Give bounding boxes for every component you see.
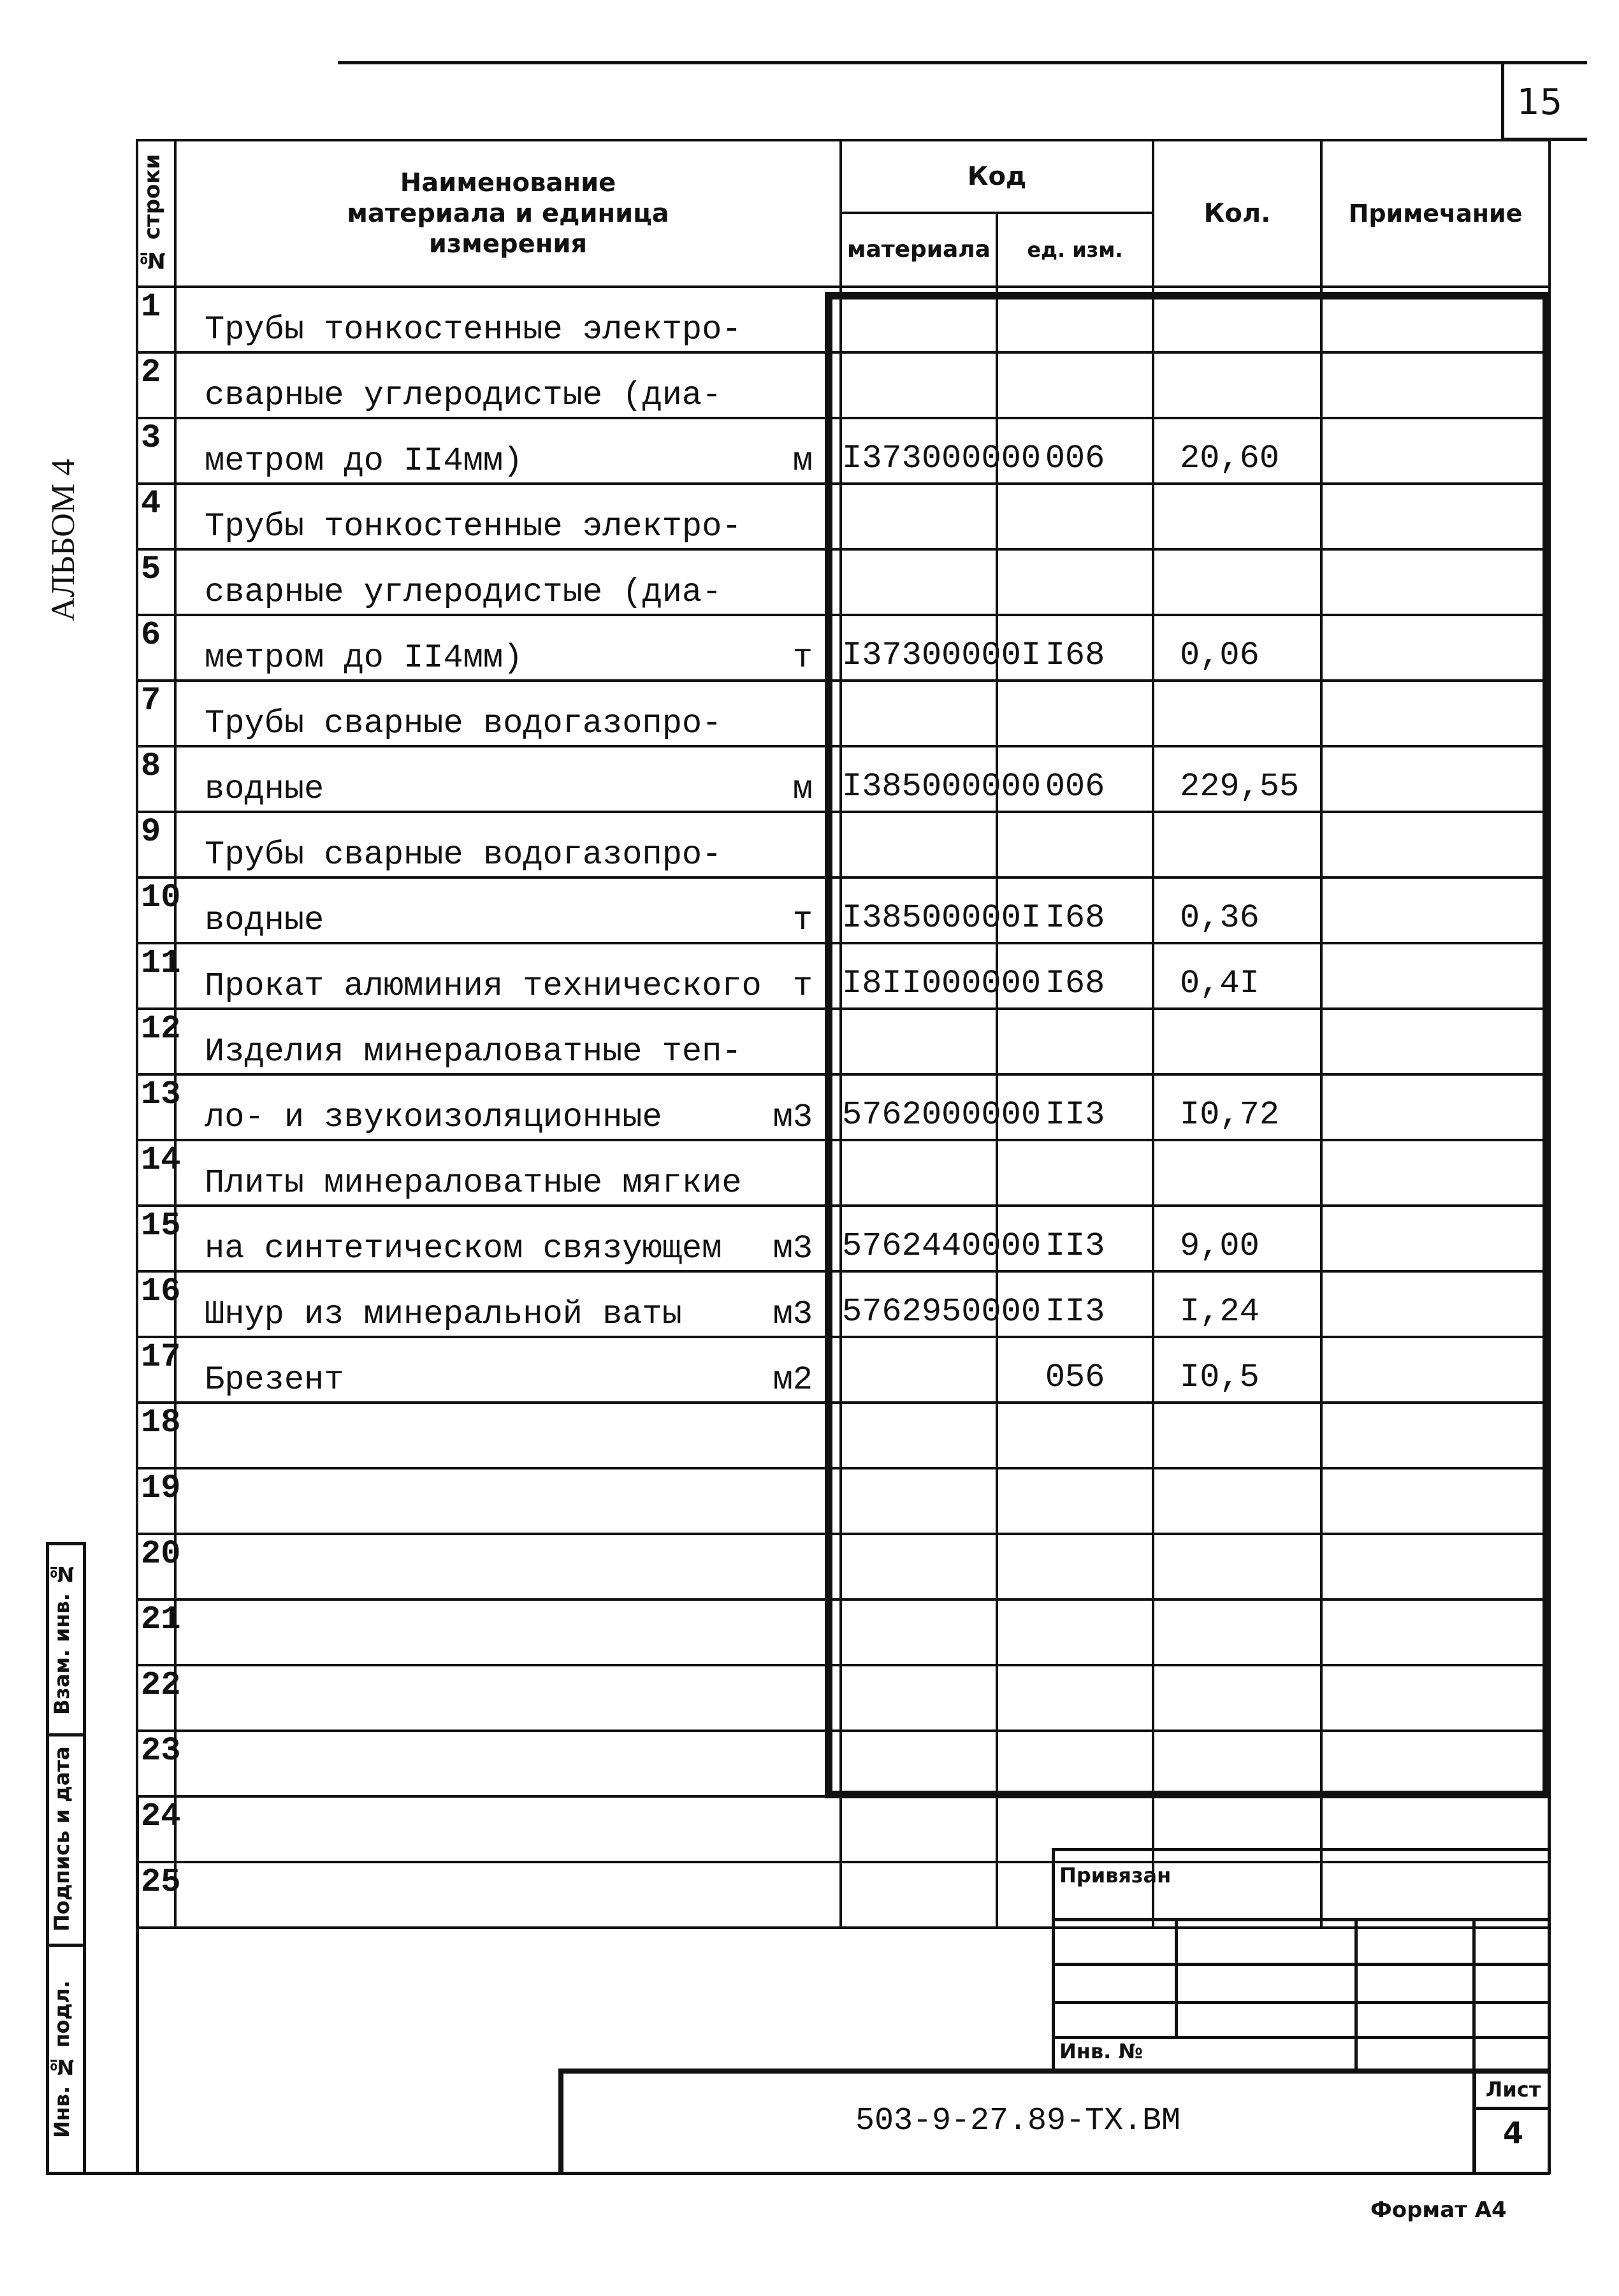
- unit-code: [997, 484, 1153, 549]
- material-name: Трубы тонкостенные электро-: [205, 508, 742, 545]
- unit-code: [997, 1140, 1153, 1206]
- row-number: 4: [137, 484, 175, 549]
- unit-name: м: [792, 442, 813, 480]
- unit-code: [997, 1403, 1153, 1468]
- row-number: 14: [137, 1140, 175, 1206]
- row-number: 21: [137, 1599, 175, 1665]
- material-name-cell: [175, 1337, 841, 1403]
- note: [1321, 1796, 1550, 1862]
- material-code: 5762000000: [841, 1074, 997, 1140]
- material-name-cell: [175, 1206, 841, 1271]
- unit-code: 006: [997, 746, 1153, 812]
- unit-code: 056: [997, 1337, 1153, 1403]
- material-name-cell: [175, 1665, 841, 1731]
- row-number: 2: [137, 352, 175, 418]
- material-code: [841, 1665, 997, 1731]
- material-name-cell: [175, 877, 841, 943]
- strip-label-inv-podl: Инв. № подл.: [50, 1980, 74, 2138]
- header-note: Примечание: [1321, 140, 1550, 287]
- row-number: 10: [137, 877, 175, 943]
- material-name-cell: [175, 1599, 841, 1665]
- table-row: [137, 418, 1550, 484]
- quantity: 0,4I: [1153, 943, 1321, 1009]
- unit-code: [997, 1731, 1153, 1796]
- header-material: материала: [841, 213, 997, 287]
- quantity: [1153, 1140, 1321, 1206]
- note: [1321, 418, 1550, 484]
- material-code: [841, 484, 997, 549]
- row-number: 6: [137, 615, 175, 681]
- strip-label-vzam-inv: Взам. инв. №: [50, 1561, 74, 1715]
- row-number: 15: [137, 1206, 175, 1271]
- note: [1321, 1468, 1550, 1534]
- material-name-cell: [175, 1403, 841, 1468]
- note: [1321, 746, 1550, 812]
- material-name-cell: [175, 1534, 841, 1599]
- material-name-cell: [175, 943, 841, 1009]
- quantity: [1153, 549, 1321, 615]
- row-number: 23: [137, 1731, 175, 1796]
- quantity: [1153, 287, 1321, 352]
- material-name: Трубы сварные водогазопро-: [205, 836, 722, 874]
- row-number: 1: [137, 287, 175, 352]
- row-number: 7: [137, 681, 175, 746]
- material-name: Изделия минераловатные теп-: [205, 1033, 742, 1071]
- material-name-cell: [175, 1074, 841, 1140]
- note: [1321, 1731, 1550, 1796]
- material-name: Прокат алюминия технического: [205, 967, 762, 1005]
- row-number: 24: [137, 1796, 175, 1862]
- table-row: [137, 681, 1550, 746]
- header-code: Код: [841, 140, 1153, 213]
- unit-code: II3: [997, 1074, 1153, 1140]
- material-name: сварные углеродистые (диа-: [205, 574, 722, 611]
- table-row: [137, 549, 1550, 615]
- material-code: [841, 681, 997, 746]
- top-border-line: [338, 61, 1587, 64]
- material-name-cell: [175, 1731, 841, 1796]
- material-code: [841, 1140, 997, 1206]
- row-number: 22: [137, 1665, 175, 1731]
- material-code: 5762950000: [841, 1271, 997, 1337]
- title-block-top: [1052, 1848, 1549, 1851]
- note: [1321, 352, 1550, 418]
- sheet-number: 4: [1502, 2116, 1523, 2150]
- corner-sheet-number: 15: [1517, 82, 1563, 123]
- material-name-cell: [175, 615, 841, 681]
- unit-code: [997, 352, 1153, 418]
- note: [1321, 1599, 1550, 1665]
- quantity: 9,00: [1153, 1206, 1321, 1271]
- material-code: [841, 1534, 997, 1599]
- table-row: [137, 352, 1550, 418]
- row-number: 18: [137, 1403, 175, 1468]
- note: [1321, 1271, 1550, 1337]
- row-number: 8: [137, 746, 175, 812]
- table-row: [137, 1074, 1550, 1140]
- album-label: АЛЬБОМ 4: [45, 459, 82, 621]
- quantity: [1153, 1403, 1321, 1468]
- unit-code: I68: [997, 943, 1153, 1009]
- quantity: [1153, 812, 1321, 877]
- note: [1321, 549, 1550, 615]
- strip-divider-2: [46, 1944, 85, 1947]
- material-name-cell: [175, 549, 841, 615]
- material-code: [841, 1009, 997, 1074]
- header-qty: Кол.: [1153, 140, 1321, 287]
- unit-code: [997, 1009, 1153, 1074]
- material-code: [841, 549, 997, 615]
- title-block-col-2: [1354, 1918, 1358, 2071]
- quantity: I0,5: [1153, 1337, 1321, 1403]
- row-number: 17: [137, 1337, 175, 1403]
- strip-right-line: [136, 1797, 139, 2174]
- material-name-cell: [175, 1862, 841, 1928]
- note: [1321, 1074, 1550, 1140]
- material-name: метром до II4мм): [205, 639, 523, 677]
- row-number: 11: [137, 943, 175, 1009]
- note: [1321, 943, 1550, 1009]
- unit-code: [997, 549, 1153, 615]
- row-number: 5: [137, 549, 175, 615]
- header-unit: ед. изм.: [997, 213, 1153, 287]
- note: [1321, 615, 1550, 681]
- material-code: [841, 1468, 997, 1534]
- title-block-col-1: [1175, 1918, 1178, 2036]
- note: [1321, 484, 1550, 549]
- row-number: 12: [137, 1009, 175, 1074]
- material-name-cell: [175, 484, 841, 549]
- note: [1321, 287, 1550, 352]
- quantity: [1153, 1796, 1321, 1862]
- table-row: [137, 1206, 1550, 1271]
- quantity: 0,06: [1153, 615, 1321, 681]
- privyazan-label: Привязан: [1059, 1863, 1172, 1888]
- row-number: 9: [137, 812, 175, 877]
- material-code: I8II000000: [841, 943, 997, 1009]
- unit-code: [997, 287, 1153, 352]
- material-name: сварные углеродистые (диа-: [205, 377, 722, 414]
- row-number: 19: [137, 1468, 175, 1534]
- header-name: Наименование материала и единица измерения: [175, 140, 841, 287]
- unit-name: м: [792, 770, 813, 808]
- unit-code: [997, 1534, 1153, 1599]
- header-row-number: № строки: [137, 140, 175, 287]
- material-code: [841, 1862, 997, 1928]
- material-name: ло- и звукоизоляционные: [205, 1099, 662, 1136]
- designation-left: [558, 2069, 563, 2174]
- material-code: I38500000I: [841, 877, 997, 943]
- material-code: [841, 1403, 997, 1468]
- unit-code: [997, 1665, 1153, 1731]
- table-row: [137, 812, 1550, 877]
- material-name-cell: [175, 1009, 841, 1074]
- material-name-cell: [175, 352, 841, 418]
- unit-code: I68: [997, 615, 1153, 681]
- document-designation: 503-9-27.89-ТХ.ВМ: [855, 2103, 1181, 2139]
- designation-top: [561, 2069, 1551, 2074]
- material-name: Плиты минераловатные мягкие: [205, 1164, 742, 1202]
- material-name-cell: [175, 1271, 841, 1337]
- material-code: [841, 1337, 997, 1403]
- table-row: [137, 1796, 1550, 1862]
- materials-table: [136, 139, 1551, 1929]
- table-header-row-1: [137, 140, 1550, 213]
- row-number: 3: [137, 418, 175, 484]
- quantity: [1153, 1468, 1321, 1534]
- material-code: [841, 1796, 997, 1862]
- material-code: [841, 1599, 997, 1665]
- quantity: 229,55: [1153, 746, 1321, 812]
- table-row: [137, 1271, 1550, 1337]
- note: [1321, 877, 1550, 943]
- note: [1321, 681, 1550, 746]
- table-row: [137, 287, 1550, 352]
- note: [1321, 812, 1550, 877]
- note: [1321, 1009, 1550, 1074]
- material-name: Шнур из минеральной ваты: [205, 1296, 682, 1333]
- title-block-col-3: [1472, 1918, 1476, 2071]
- material-name: водные: [205, 902, 324, 939]
- table-row: [137, 615, 1550, 681]
- unit-code: 006: [997, 418, 1153, 484]
- material-code: [841, 352, 997, 418]
- strip-label-signature: Подпись и дата: [50, 1746, 74, 1932]
- material-name-cell: [175, 418, 841, 484]
- table-row: [137, 1140, 1550, 1206]
- row-number: 25: [137, 1862, 175, 1928]
- note: [1321, 1534, 1550, 1599]
- quantity: I,24: [1153, 1271, 1321, 1337]
- table-row: [137, 877, 1550, 943]
- unit-name: м3: [773, 1296, 813, 1333]
- material-name: Трубы тонкостенные электро-: [205, 311, 742, 349]
- table-row: [137, 1009, 1550, 1074]
- material-name-cell: [175, 1140, 841, 1206]
- material-code: I373000000: [841, 418, 997, 484]
- quantity: I0,72: [1153, 1074, 1321, 1140]
- quantity: [1153, 484, 1321, 549]
- quantity: [1153, 1009, 1321, 1074]
- note: [1321, 1403, 1550, 1468]
- table-row: [137, 484, 1550, 549]
- sheet-label: Лист: [1485, 2077, 1541, 2102]
- material-name: Брезент: [205, 1361, 344, 1399]
- material-name: водные: [205, 770, 324, 808]
- material-name-cell: [175, 1468, 841, 1534]
- unit-code: II3: [997, 1206, 1153, 1271]
- material-code: I37300000I: [841, 615, 997, 681]
- table-row: [137, 1665, 1550, 1731]
- table-row: [137, 746, 1550, 812]
- note: [1321, 1665, 1550, 1731]
- sheet-label-divider: [1472, 2107, 1550, 2110]
- unit-code: [997, 812, 1153, 877]
- note: [1321, 1140, 1550, 1206]
- row-number: 20: [137, 1534, 175, 1599]
- unit-code: [997, 1468, 1153, 1534]
- unit-code: I68: [997, 877, 1153, 943]
- material-code: I385000000: [841, 746, 997, 812]
- paper-format: Формат А4: [1370, 2197, 1507, 2223]
- quantity: 0,36: [1153, 877, 1321, 943]
- quantity: 20,60: [1153, 418, 1321, 484]
- row-number: 13: [137, 1074, 175, 1140]
- material-name-cell: [175, 681, 841, 746]
- material-name: метром до II4мм): [205, 442, 523, 480]
- unit-code: [997, 1599, 1153, 1665]
- table-row: [137, 1731, 1550, 1796]
- table-row: [137, 943, 1550, 1009]
- unit-name: т: [792, 967, 813, 1005]
- table-row: [137, 1599, 1550, 1665]
- unit-name: м2: [773, 1361, 813, 1399]
- strip-bottom-line: [46, 2172, 1550, 2175]
- material-code: [841, 1731, 997, 1796]
- strip-inner-line: [83, 1542, 86, 2174]
- unit-code: [997, 681, 1153, 746]
- strip-top-line: [46, 1542, 84, 1545]
- unit-code: [997, 1796, 1153, 1862]
- material-name: Трубы сварные водогазопро-: [205, 705, 722, 742]
- table-row: [137, 1534, 1550, 1599]
- row-number: 16: [137, 1271, 175, 1337]
- table-row: [137, 1468, 1550, 1534]
- note: [1321, 1337, 1550, 1403]
- material-name-cell: [175, 746, 841, 812]
- quantity: [1153, 1665, 1321, 1731]
- unit-name: т: [792, 639, 813, 677]
- unit-code: II3: [997, 1271, 1153, 1337]
- inv-no-label: Инв. №: [1059, 2039, 1143, 2063]
- material-name-cell: [175, 1796, 841, 1862]
- strip-outer-line: [46, 1542, 49, 2174]
- unit-name: т: [792, 902, 813, 939]
- material-code: 5762440000: [841, 1206, 997, 1271]
- corner-vertical-line: [1501, 61, 1504, 140]
- material-name-cell: [175, 812, 841, 877]
- material-code: [841, 287, 997, 352]
- quantity: [1153, 352, 1321, 418]
- quantity: [1153, 681, 1321, 746]
- unit-name: м3: [773, 1099, 813, 1136]
- quantity: [1153, 1534, 1321, 1599]
- table-row: [137, 1403, 1550, 1468]
- quantity: [1153, 1731, 1321, 1796]
- material-name: на синтетическом связующем: [205, 1230, 722, 1267]
- quantity: [1153, 1599, 1321, 1665]
- table-row: [137, 1337, 1550, 1403]
- material-name-cell: [175, 287, 841, 352]
- strip-divider-1: [46, 1733, 85, 1736]
- note: [1321, 1206, 1550, 1271]
- unit-name: м3: [773, 1230, 813, 1267]
- material-code: [841, 812, 997, 877]
